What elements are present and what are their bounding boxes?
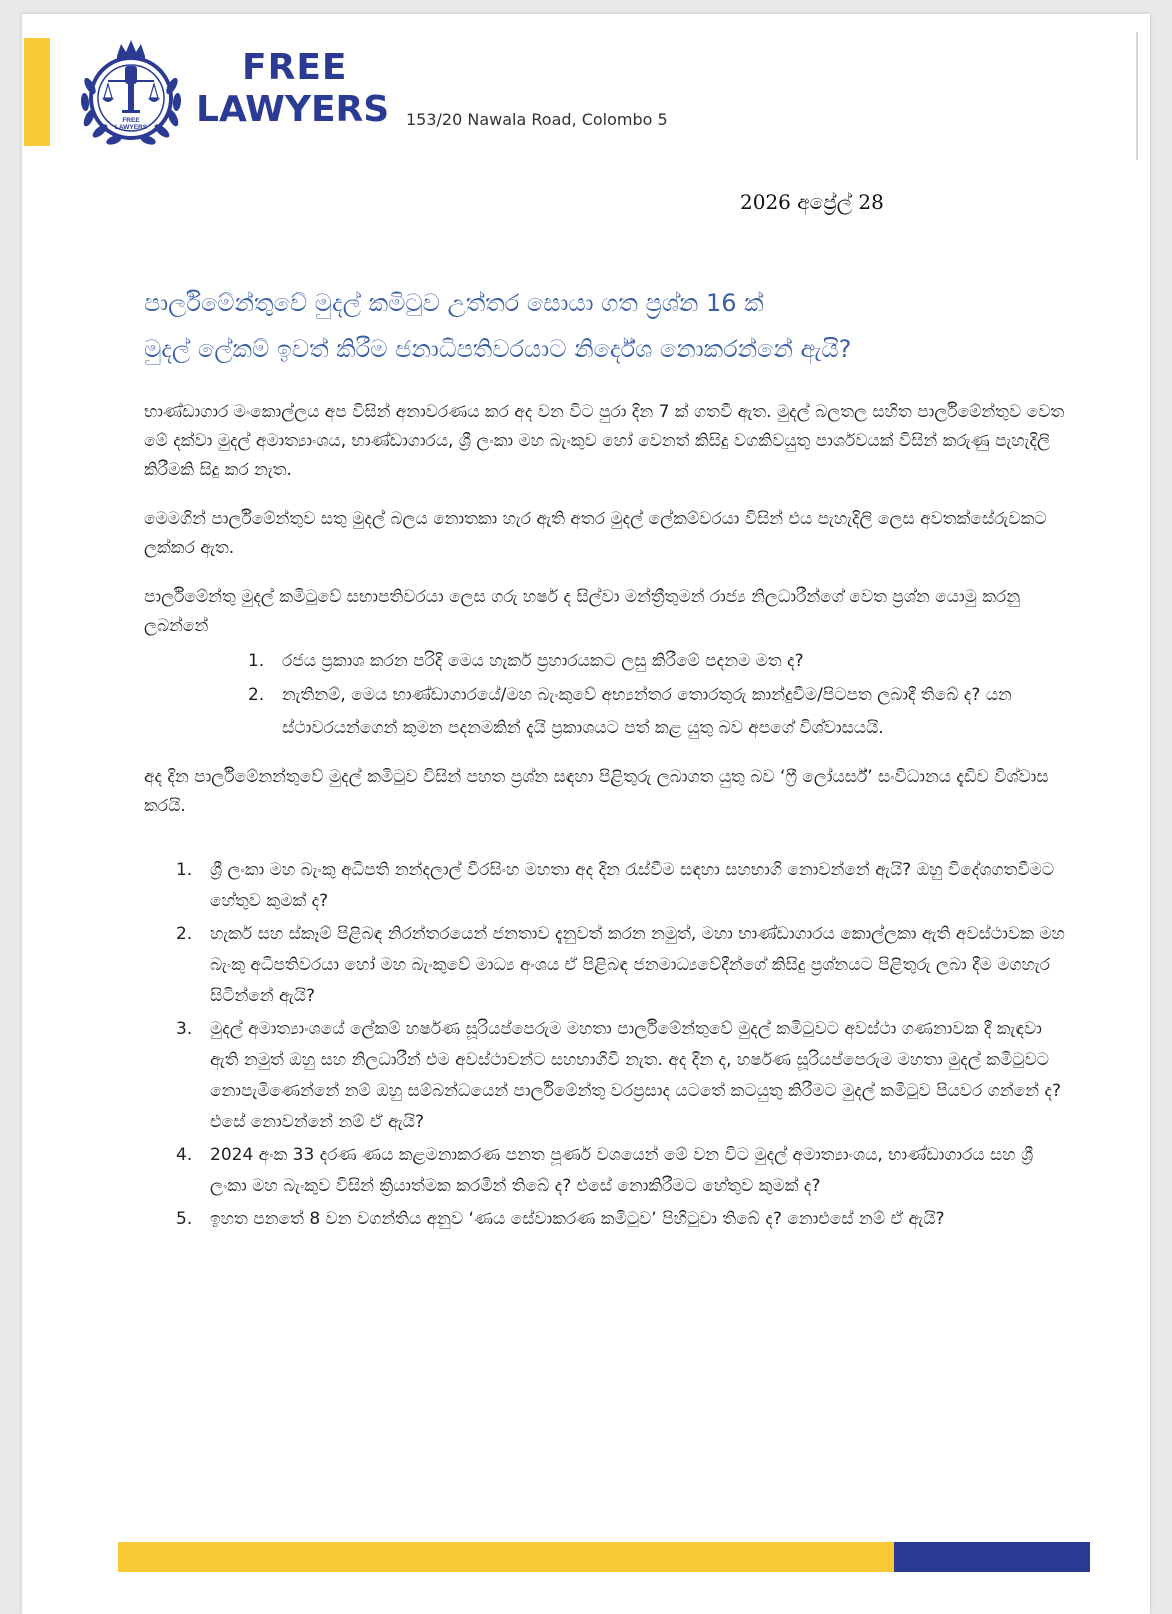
svg-text:FREE: FREE	[122, 117, 140, 124]
list-number: 1.	[176, 860, 193, 880]
list-item	[248, 645, 1074, 678]
list-number: 4.	[176, 1145, 193, 1165]
committee-question-list	[144, 645, 1074, 745]
title-line-1: පාර්ලිමේන්තුවේ මුදල් කමිටුව උත්තර සොයා ගත ප්‍රශ්න 16 ක්	[144, 289, 764, 317]
list-text: 2024 අංක 33 දරණ ණය කළමනාකරණ පනත පූර්ණ වශයෙන් මේ වන විට මුදල් අමාත්‍යාංශය, භාණ්ඩාගාරය සහ ශ්‍රී ලංකා මහ බැංකුව විසින් ක්‍රියාත්මක කරමින් තිබේ ද? එසේ නොකිරීමට හේතුව කුමක් ද?	[210, 1145, 1034, 1196]
list-item	[176, 1014, 1074, 1138]
brand-name	[196, 47, 390, 130]
list-text: රජය ප්‍රකාශ කරන පරිදි මෙය හැකර් ප්‍රහාරයකට ලසු කිරීමේ පදනම මත ද?	[282, 651, 804, 671]
list-text: හැකර් සහ ස්කෑම් පිළිබඳ නිරන්තරයෙන් ජනතාව දැනුවත් කරන නමුත්, මහා භාණ්ඩාගාරය කොල්ලකා ඇති අවස්ථාවක මහ බැංකු අධිපතිවරයා හෝ මහ බැංකුවේ මාධ්‍ය අංශය ඒ පිළිබඳ ජනමාධ්‍යවේදීන්ගේ කිසිදු ප්‍රශ්නයට පිළිතුරු ලබා දීම මගහැර සිටින්නේ ඇයි?	[210, 924, 1065, 1006]
list-number: 3.	[176, 1019, 193, 1039]
footer-bar	[118, 1542, 1090, 1572]
letter-body	[144, 398, 1074, 1237]
right-margin-rule	[1136, 32, 1138, 160]
list-text: ශ්‍රී ලංකා මහ බැංකු අධිපති නන්දලාල් වීරසිංහ මහතා අද දින රැස්වීම සඳහා සහභාගි නොවන්නේ ඇයි? ඔහු විදේශගතවීමට හේතුව කුමක් ද?	[210, 860, 1055, 911]
brand-line-lawyers: LAWYERS	[196, 89, 390, 130]
list-number: 2.	[248, 685, 265, 705]
list-item	[176, 855, 1074, 917]
letter-date: 2026 අප්‍රේල් 28	[740, 190, 884, 214]
list-item	[176, 1204, 1074, 1235]
title-line-2: මුදල් ලේකම් ඉවත් කිරීම ජනාධිපතිවරයාට නිර්දේශ නොකරන්නේ ඇයි?	[144, 335, 852, 363]
document-title	[144, 280, 1104, 372]
questions-list	[144, 855, 1074, 1235]
list-number: 2.	[176, 924, 193, 944]
list-text: මුදල් අමාත්‍යාංශයේ ලේකම් හර්ෂණ සූරියප්පෙරුම මහතා පාර්ලිමේන්තුවේ මුදල් කමිටුවට අවස්ථා ගණනාවක දී කැඳවා ඇති නමුත් ඔහු සහ නිලධාරීන් එම අවස්ථාවන්ට සහභාගිවී නැත. අද දින ද, හර්ෂණ සූරියප්පෙරුම මහතා මුදල් කමිටුවට නොපැමිණෙන්නේ නම් ඔහු සම්බන්ධයෙන් පාර්ලිමේන්තු වරප්‍රසාද යටතේ කටයුතු කිරීමට මුදල් කමිටුව පියවර ගන්නේ ද? එසේ නොවන්නේ නම් ඒ ඇයි?	[210, 1019, 1062, 1132]
footer-yellow-band	[118, 1542, 894, 1572]
paragraph-2: මෙමගින් පාර්ලිමේන්තුව සතු මුදල් බලය නොතකා හැර ඇති අතර මුදල් ලේකම්වරයා විසින් එය පැහැදිලි ලෙස අවතක්සේරුවකට ලක්කර ඇත.	[144, 509, 1047, 558]
list-text: නැතිනම්, මෙය භාණ්ඩාගාරයේ/මහ බැංකුවේ අභ්‍යන්තර තොරතුරු කාන්දුවීම/පිටපත ලබාදී තිබේ ද? යන ස්ථාවරයන්ගෙන් කුමන පදනමකින් දැයි ප්‍රකාශයට පත් කළ යුතු බව අපගේ විශ්වාසයයි.	[282, 685, 1012, 738]
footer-blue-band	[894, 1542, 1090, 1572]
paragraph-4: අද දින පාර්ලිමේනන්තුවේ මුදල් කමිටුව විසින් පහත ප්‍රශ්න සඳහා පිළිතුරු ලබාගත යුතු බව ‘ෆ්‍රී ලෝයර්ස්’ සංවිධානය දැඩිව විශ්වාස කරයි.	[144, 767, 1049, 816]
office-address: 153/20 Nawala Road, Colombo 5	[406, 110, 668, 129]
list-text: ඉහත පනතේ 8 වන වගන්තිය අනුව ‘ණය සේවාකරණ කමිටුව’ පිහිටුවා තිබේ ද? නොඑසේ නම් ඒ ඇයි?	[210, 1209, 945, 1229]
svg-text:LAWYERS: LAWYERS	[114, 124, 148, 131]
list-number: 5.	[176, 1209, 193, 1229]
paragraph-1: භාණ්ඩාගාර මංකොල්ලය අප විසින් අනාවරණය කර අද වන විට පුරා දින 7 ක් ගතවී ඇත. මුදල් බලතල සහිත පාර්ලිමේන්තුව වෙත මේ දක්වා මුදල් අමාත්‍යාංශය, භාණ්ඩාගාරය, ශ්‍රී ලංකා මහ බැංකුව හෝ වෙනත් කිසිදු වගකිවයුතු පාර්ශවයක් විසින් කරුණු පැහැදිලි කිරීමකි සිදු කර නැත.	[144, 402, 1065, 480]
letter-page	[22, 14, 1150, 1614]
list-item	[176, 919, 1074, 1012]
list-number: 1.	[248, 651, 265, 671]
free-lawyers-logo	[72, 36, 190, 154]
list-item	[176, 1140, 1074, 1202]
brand-line-free: FREE	[242, 47, 348, 88]
list-item	[248, 679, 1074, 745]
yellow-accent-bar	[24, 38, 50, 146]
paragraph-3: පාර්ලිමේන්තු මුදල් කමිටුවේ සභාපතිවරයා ලෙස ගරු හර්ෂ ද සිල්වා මන්ත්‍රීතුමන් රාජ්‍ය නිලධාරීන්ගේ වෙත ප්‍රශ්න යොමු කරනු ලබන්නේ	[144, 587, 1021, 636]
